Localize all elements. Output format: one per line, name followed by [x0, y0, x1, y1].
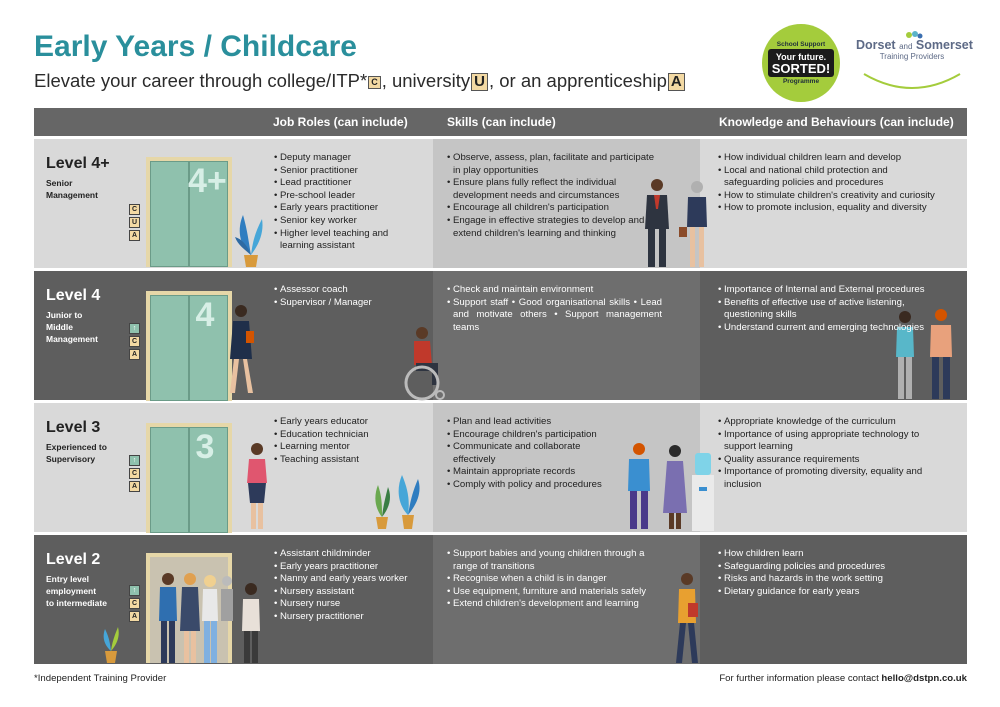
up-arrow-icon: ↑	[129, 585, 140, 596]
elevator-number: 3	[195, 428, 215, 466]
list-item: • Benefits of effective use of active listening, questioning skills	[718, 297, 943, 322]
dst-arc-icon	[860, 66, 964, 92]
wheelchair-user-icon	[402, 325, 448, 401]
knowledge-list	[718, 548, 943, 598]
list-item: • Senior key worker	[274, 215, 424, 228]
subtitle-text-1: Elevate your career through college/ITP*	[34, 70, 368, 91]
skills-list	[447, 416, 662, 492]
list-item: • Plan and lead activities	[447, 416, 662, 429]
badge-line2: SORTED!	[771, 61, 831, 76]
woman-walking-icon	[226, 303, 256, 395]
list-item: • Local and national child protection and safeguarding policies and procedures	[718, 165, 943, 190]
knowledge-list	[718, 284, 943, 334]
skills-list	[447, 548, 662, 611]
list-item: • Pre-school leader	[274, 190, 424, 203]
list-item: • Senior practitioner	[274, 165, 424, 178]
list-item: • Higher level teaching and learning assistant	[274, 228, 424, 253]
list-item: • Use equipment, furniture and materials safely	[447, 586, 662, 599]
sorted-badge-logo	[762, 24, 840, 102]
list-item: • Nursery assistant	[274, 586, 424, 599]
button-c: C	[129, 468, 140, 479]
list-item: • Comply with policy and procedures	[447, 479, 662, 492]
level-row-4	[34, 271, 967, 400]
col-knowledge: Knowledge and Behaviours (can include)	[719, 115, 954, 129]
plants-icon	[368, 471, 424, 531]
elevator-buttons	[129, 204, 140, 243]
list-item: • Check and maintain environment	[447, 284, 662, 297]
list-item: • Encourage children's participation	[447, 429, 662, 442]
list-item: • Engage in effective strategies to develop and extend children's learning and thinking	[447, 215, 662, 240]
list-item: • Nanny and early years worker	[274, 573, 424, 586]
badge-bottom-text: Programme	[782, 78, 820, 85]
button-c: C	[129, 598, 140, 609]
badge-inner	[768, 49, 835, 77]
elevator-buttons	[129, 585, 140, 624]
group-of-people-icon	[154, 571, 234, 664]
plant-icon	[234, 207, 268, 267]
list-item: • Extend children's development and learning	[447, 598, 662, 611]
list-item: • Observe, assess, plan, facilitate and participate in play opportunities	[447, 152, 662, 177]
subtitle-text-3: , or an apprenticeship	[488, 70, 667, 91]
up-arrow-icon: ↑	[129, 323, 140, 334]
elevator-buttons	[129, 455, 140, 494]
list-item: • Support babies and young children through a range of transitions	[447, 548, 662, 573]
university-chip: U	[471, 73, 488, 91]
skills-list	[447, 152, 662, 240]
list-item: • How individual children learn and develop	[718, 152, 943, 165]
knowledge-list	[718, 152, 943, 215]
list-item: • Teaching assistant	[274, 454, 424, 467]
level-title: Level 2	[46, 551, 101, 568]
dst-logo	[856, 38, 973, 61]
dst-sub: Training Providers	[879, 52, 945, 61]
list-item: • Understand current and emerging technologies	[718, 322, 943, 335]
list-item: • Early years practitioner	[274, 561, 424, 574]
level-row-3	[34, 403, 967, 532]
list-item: • Safeguarding policies and procedures	[718, 561, 943, 574]
list-item: • Dietary guidance for early years	[718, 586, 943, 599]
level-subtitle: Experienced to Supervisory	[46, 442, 107, 464]
dst-dots-icon	[904, 30, 924, 40]
list-item: • Nursery nurse	[274, 598, 424, 611]
list-item: • Nursery practitioner	[274, 611, 424, 624]
water-cooler-icon	[690, 453, 716, 531]
list-item: • Deputy manager	[274, 152, 424, 165]
list-item: • Early years educator	[274, 416, 424, 429]
button-a: A	[129, 349, 140, 360]
level-title: Level 3	[46, 419, 101, 436]
elevator-buttons	[129, 323, 140, 362]
list-item: • How to promote inclusion, equality and diversity	[718, 202, 943, 215]
dst-name: Dorset and Somerset	[856, 38, 973, 52]
list-item: • Lead practitioner	[274, 177, 424, 190]
woman-on-phone-icon	[242, 441, 272, 531]
list-item: • Encourage all children's participation	[447, 202, 662, 215]
knowledge-list	[718, 416, 943, 492]
col-skills: Skills (can include)	[447, 115, 556, 129]
level-row-4plus	[34, 139, 967, 268]
list-item: • Risks and hazards in the work setting	[718, 573, 943, 586]
job-roles-list	[274, 548, 424, 624]
woman-with-bag-icon	[236, 581, 266, 665]
woman-purple-dress-icon	[660, 443, 690, 531]
elevator-icon	[146, 157, 232, 267]
list-item: • Ensure plans fully reflect the individual development needs and circumstances	[447, 177, 662, 202]
page-title: Early Years / Childcare	[34, 30, 357, 63]
list-item: • Maintain appropriate records	[447, 466, 662, 479]
button-a: A	[129, 611, 140, 622]
page-subtitle	[34, 70, 686, 92]
button-u: U	[129, 217, 140, 228]
list-item: • Importance of Internal and External procedures	[718, 284, 943, 297]
contact-email-link[interactable]: hello@dstpn.co.uk	[881, 673, 967, 684]
contact-line	[719, 673, 967, 684]
footnote: *Independent Training Provider	[34, 673, 167, 684]
list-item: • Importance of promoting diversity, equality and inclusion	[718, 466, 943, 491]
level-subtitle: Junior to Middle Management	[46, 310, 98, 344]
list-item: • Support staff • Good organisational skills • Lead and motivate others • Support management teams	[447, 297, 662, 335]
level-subtitle: Entry level employment to intermediate	[46, 574, 107, 608]
job-roles-list	[274, 416, 424, 466]
badge-line1: Your future.	[775, 52, 827, 62]
elevator-number: 4+	[188, 162, 227, 200]
button-c: C	[129, 336, 140, 347]
elevator-icon	[146, 291, 232, 401]
small-plant-icon	[96, 625, 126, 665]
contact-prefix: For further information please contact	[719, 673, 882, 684]
level-title: Level 4	[46, 287, 101, 304]
list-item: • Importance of using appropriate technology to support learning	[718, 429, 943, 454]
level-row-2	[34, 535, 967, 664]
businesswoman-icon	[679, 179, 715, 269]
up-arrow-icon: ↑	[129, 455, 140, 466]
button-a: A	[129, 230, 140, 241]
button-c: C	[129, 204, 140, 215]
list-item: • How to stimulate children's creativity and curiosity	[718, 190, 943, 203]
skills-list	[447, 284, 662, 334]
person-walking-icon	[670, 571, 704, 665]
level-subtitle: Senior Management	[46, 178, 98, 200]
job-roles-list	[274, 152, 424, 253]
list-item: • Assistant childminder	[274, 548, 424, 561]
elevator-icon	[146, 423, 232, 533]
list-item: • Appropriate knowledge of the curriculum	[718, 416, 943, 429]
list-item: • Supervisor / Manager	[274, 297, 424, 310]
subtitle-text-2: , university	[381, 70, 471, 91]
list-item: • Recognise when a child is in danger	[447, 573, 662, 586]
elevator-number: 4	[195, 296, 215, 334]
col-job-roles: Job Roles (can include)	[273, 115, 408, 129]
level-title: Level 4+	[46, 155, 110, 172]
job-roles-list	[274, 284, 424, 309]
apprenticeship-chip: A	[668, 73, 685, 91]
list-item: • Learning mentor	[274, 441, 424, 454]
badge-top-text: School Support	[776, 41, 826, 48]
list-item: • Quality assurance requirements	[718, 454, 943, 467]
list-item: • Education technician	[274, 429, 424, 442]
list-item: • How children learn	[718, 548, 943, 561]
list-item: • Communicate and collaborate effectively	[447, 441, 617, 466]
list-item: • Early years practitioner	[274, 202, 424, 215]
button-a: A	[129, 481, 140, 492]
college-chip: C	[368, 76, 381, 89]
list-item: • Assessor coach	[274, 284, 424, 297]
